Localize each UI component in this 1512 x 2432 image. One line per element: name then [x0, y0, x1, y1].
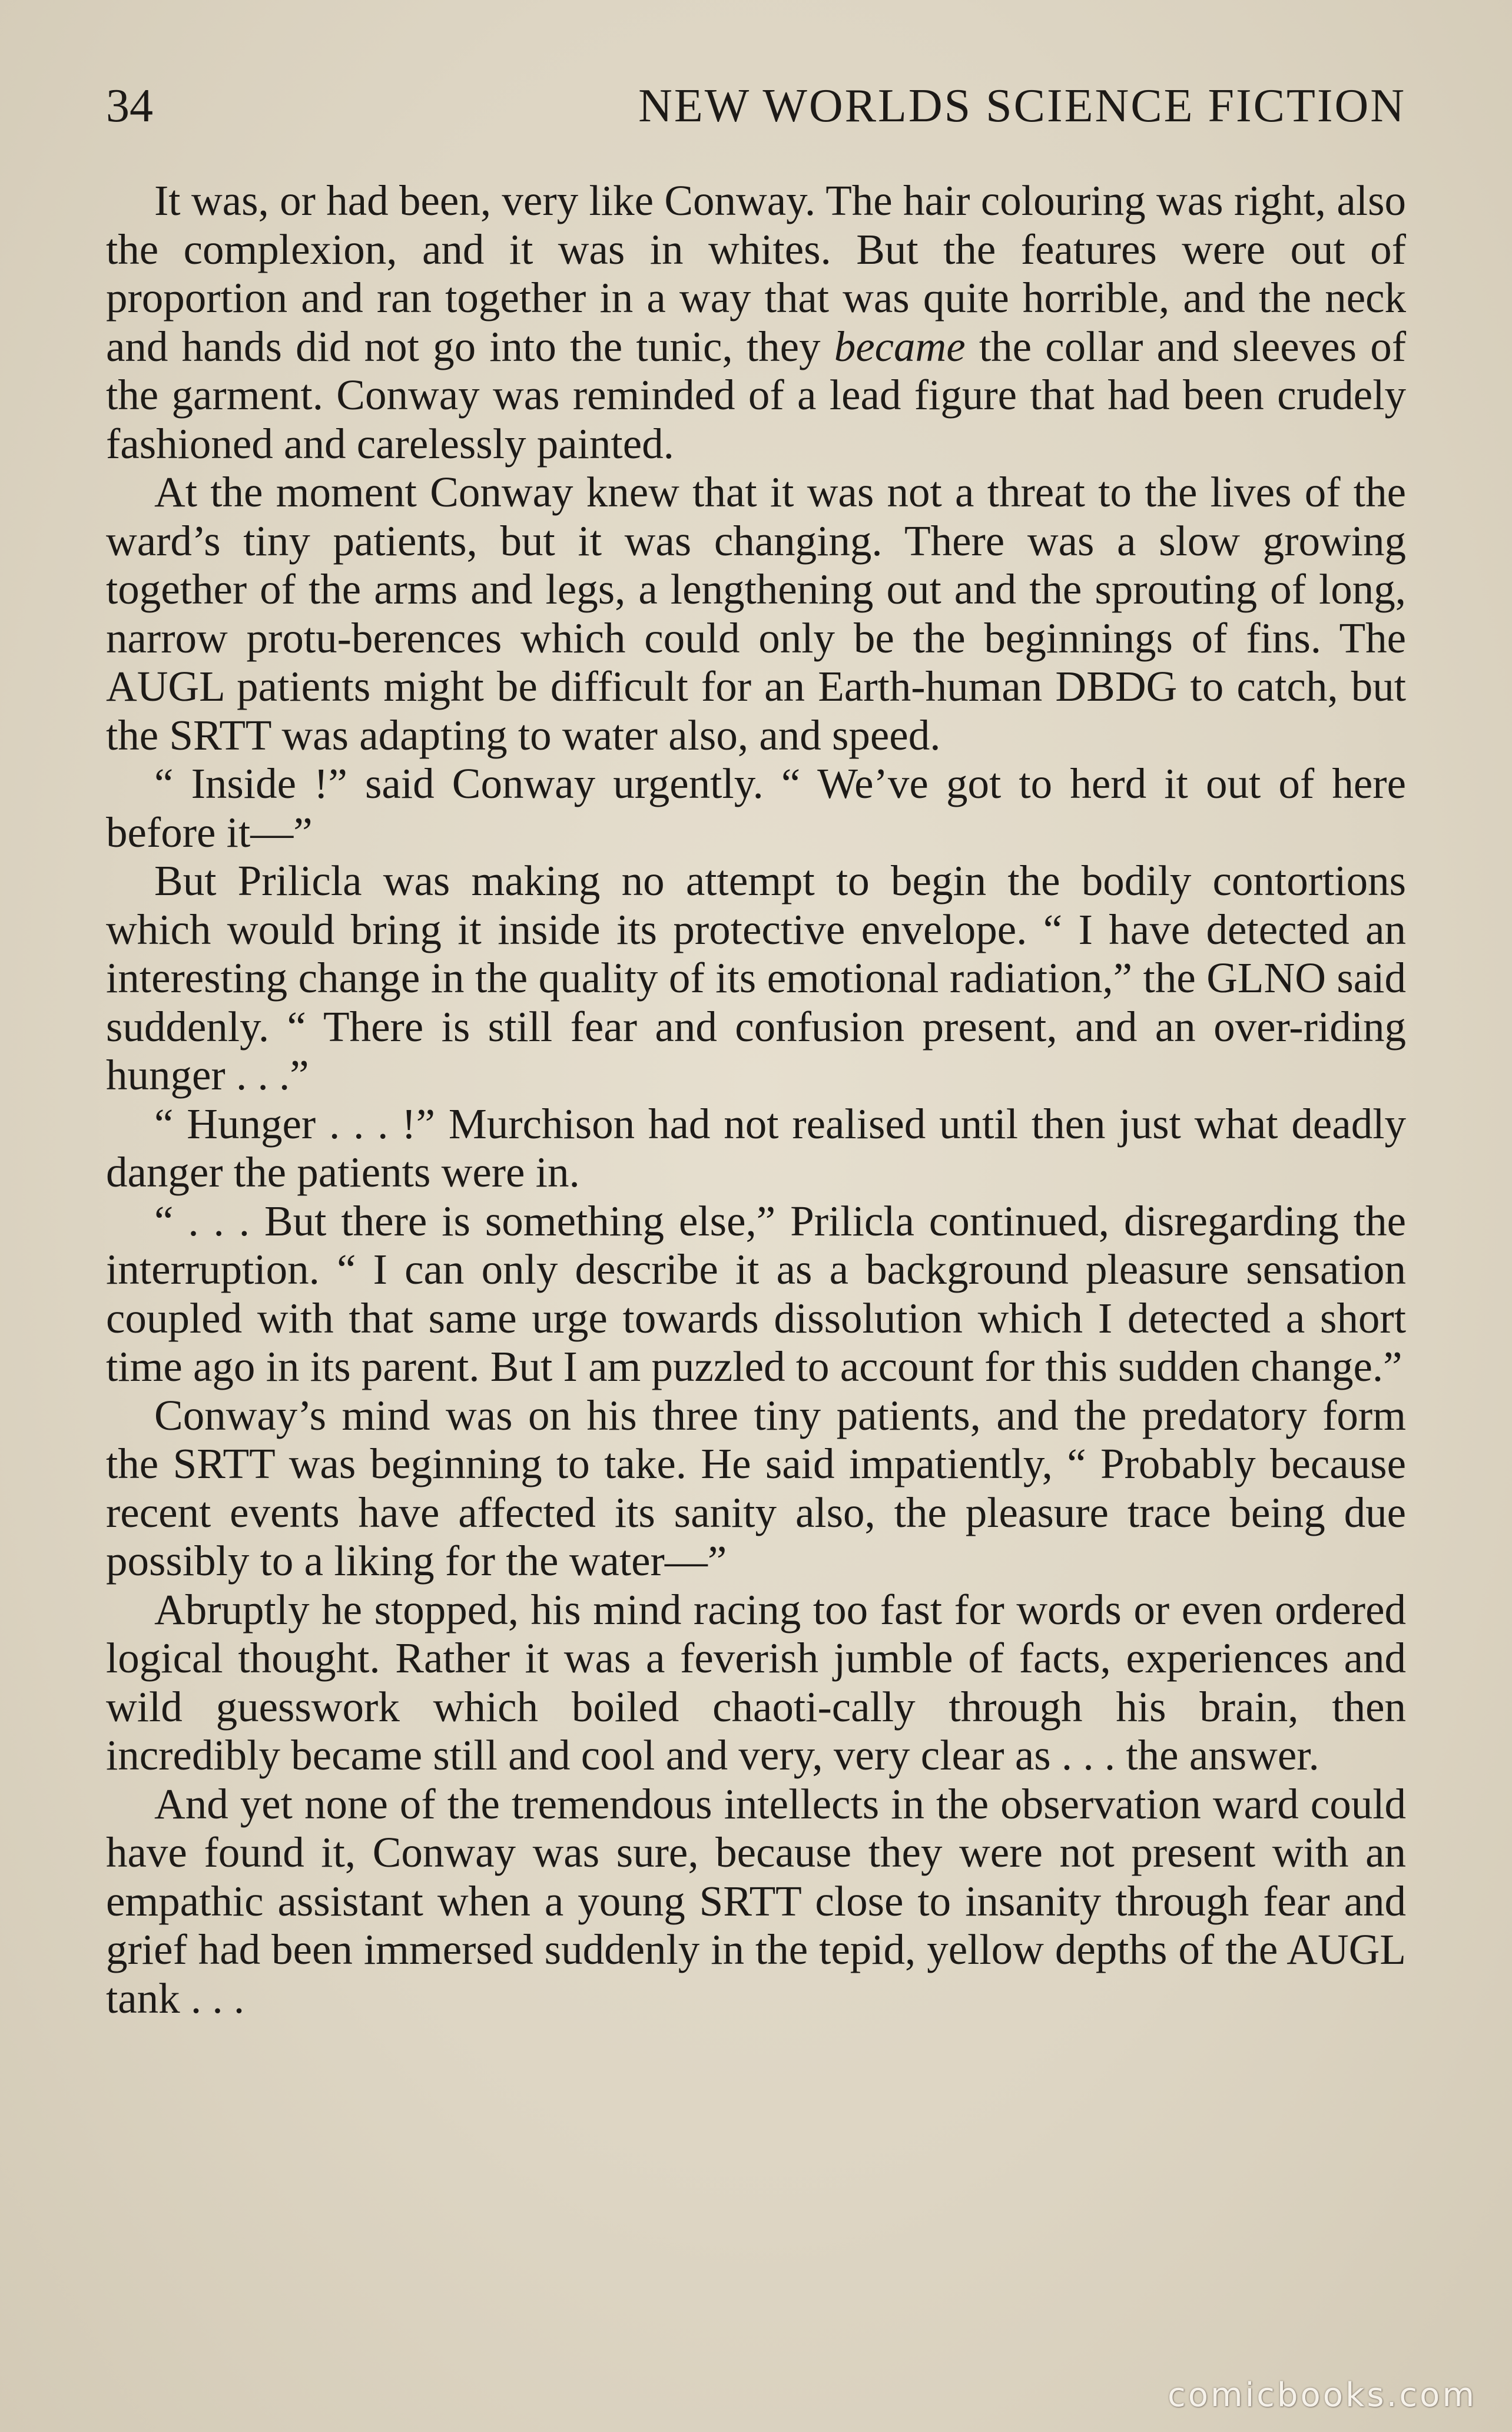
paragraph: “ Inside !” said Conway urgently. “ We’ve got to herd it out of here before it—”	[106, 760, 1406, 856]
paragraph: But Prilicla was making no attempt to begin the bodily contortions which would bring it inside its protective envelope. “ I have detected an interesting change in the quality of its emotional radiation,” the GLNO said suddenly. “ There is still fear and confusion present, and an over-riding hunger . . .”	[106, 857, 1406, 1099]
paragraph: It was, or had been, very like Conway. The hair colouring was right, also the complexion, and it was in whites. But the features were out of proportion and ran together in a way that was quite horrible, and the neck and hands did not go into the tunic, they became the collar and sleeves of the garment. Conway was reminded of a lead figure that had been crudely fashioned and carelessly painted.	[106, 177, 1407, 468]
story-text	[106, 177, 1406, 2023]
page-header	[106, 71, 1406, 141]
paragraph: Abruptly he stopped, his mind racing too fast for words or even ordered logical thought. Rather it was a feverish jumble of facts, experiences and wild guesswork which boiled chaoti-cally through his brain, then incredibly became still and cool and very, very clear as . . . the answer.	[106, 1585, 1406, 1779]
page-number: 34	[106, 80, 153, 132]
paragraph: At the moment Conway knew that it was not a threat to the lives of the ward’s tiny patients, but it was changing. There was a slow growing together of the arms and legs, a lengthening out and the sprouting of long, narrow protu-berences which could only be the beginnings of fins. The AUGL patients might be difficult for an Earth-human DBDG to catch, but the SRTT was adapting to water also, and speed.	[106, 468, 1406, 759]
emphasized-word: became	[834, 322, 966, 370]
paragraph: Conway’s mind was on his three tiny patients, and the predatory form the SRTT was beginning to take. He said impatiently, “ Probably because recent events have affected its sanity also, the pleasure trace being due possibly to a liking for the water—”	[106, 1391, 1406, 1585]
watermark: comicbooks.com	[1167, 2376, 1477, 2414]
running-head: NEW WORLDS SCIENCE FICTION	[638, 80, 1406, 132]
paragraph: And yet none of the tremendous intellects in the observation ward could have found it, Conway was sure, because they were not present with an empathic assistant when a young SRTT close to insanity through fear and grief had been immersed suddenly in the tepid, yellow depths of the AUGL tank . . .	[106, 1780, 1406, 2022]
paragraph: “ . . . But there is something else,” Prilicla continued, disregarding the interruption. “ I can only describe it as a background pleasure sensation coupled with that same urge towards dissolution which I detected a short time ago in its parent. But I am puzzled to account for this sudden change.”	[106, 1197, 1406, 1390]
paragraph: “ Hunger . . . !” Murchison had not realised until then just what deadly danger the patients were in.	[106, 1099, 1406, 1196]
